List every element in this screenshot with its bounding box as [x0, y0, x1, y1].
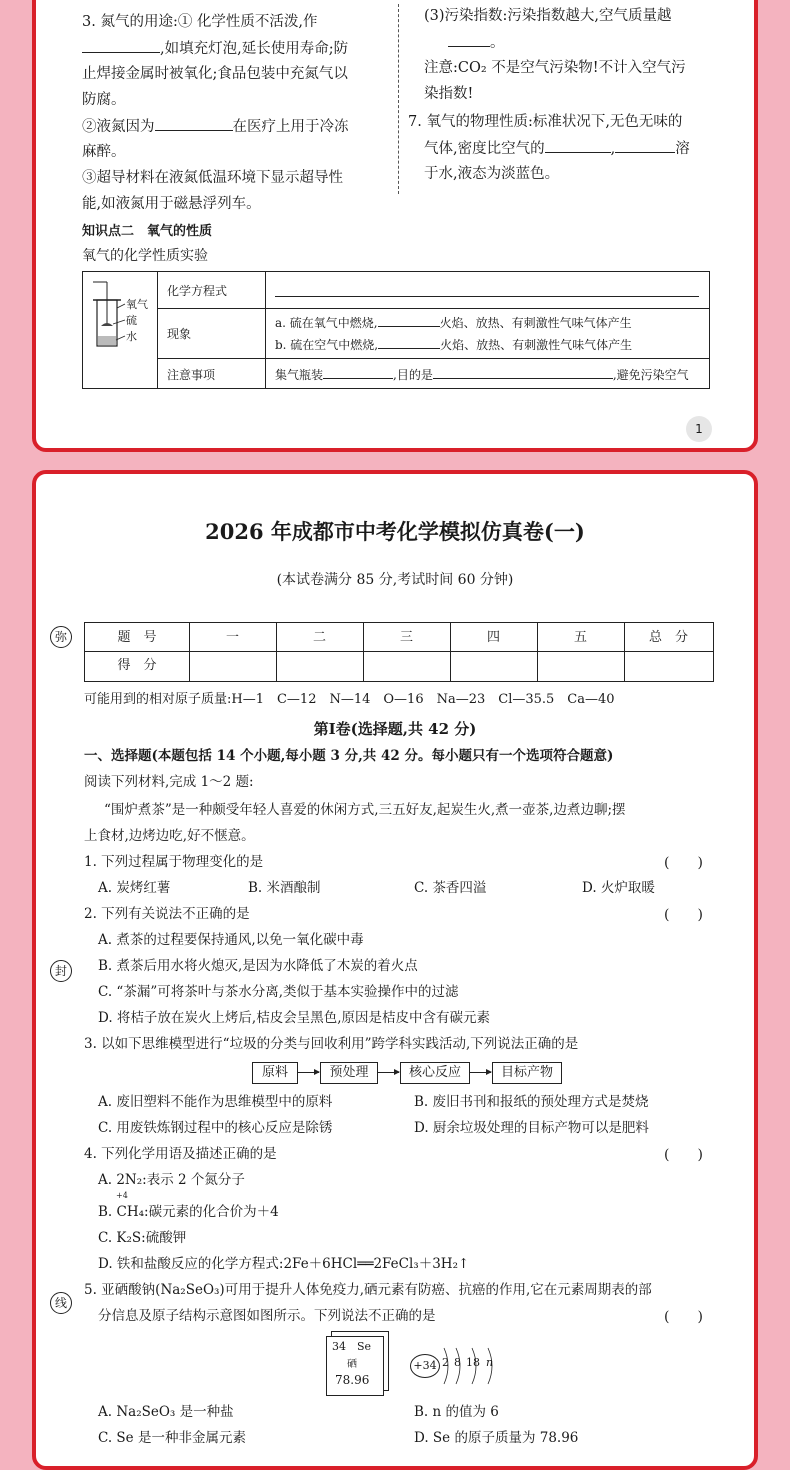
answer-blank[interactable] — [378, 336, 440, 349]
atomic-number: 34 — [332, 1340, 346, 1353]
q5-option-c[interactable]: C. Se 是一种非金属元素 — [98, 1430, 246, 1446]
right-line-4: 染指数! — [424, 86, 474, 102]
row-phenomenon-label: 现象 — [167, 327, 192, 341]
answer-blank[interactable] — [378, 314, 440, 327]
q5-stem-line-1: 5. 亚硒酸钠(Na₂SeO₃)可用于提升人体免疫力,硒元素有防癌、抗癌的作用,它在元素周期表的部 — [84, 1282, 652, 1298]
q3-line-1: 3. 氮气的用途:① 化学性质不活泼,作 — [82, 14, 318, 30]
q3-line-2: ,如填充灯泡,延长使用寿命;防 — [82, 38, 348, 59]
experiment-title: 氧气的化学性质实验 — [82, 248, 208, 264]
q1-option-c[interactable]: C. 茶香四溢 — [414, 880, 487, 896]
q3-line-6: 麻醉。 — [82, 144, 126, 160]
score-header-3: 三 — [399, 630, 413, 645]
reading-intro: 阅读下列材料,完成 1～2 题: — [84, 774, 254, 790]
shell-2: 8 — [454, 1356, 461, 1369]
score-header-4: 四 — [486, 630, 500, 645]
valence-superscript: +4 — [116, 1191, 128, 1200]
element-symbol: Se — [357, 1340, 372, 1353]
q3-option-d[interactable]: D. 厨余垃圾处理的目标产物可以是肥料 — [414, 1120, 649, 1136]
q2-option-d[interactable]: D. 将桔子放在炭火上烤后,桔皮会呈黑色,原因是桔皮中含有碳元素 — [98, 1010, 491, 1026]
answer-paren[interactable]: ( ) — [664, 855, 703, 871]
phenomenon-b: b. 硫在空气中燃烧, 火焰、放热、有刺激性气味气体产生 — [275, 338, 633, 352]
arrow-icon — [297, 1072, 319, 1073]
q3-line-3: 止焊接金属时被氧化;食品包装中充氮气以 — [82, 66, 348, 82]
score-header-2: 二 — [312, 630, 326, 645]
q4-option-a[interactable]: A. 2N₂:表示 2 个氮分子 — [98, 1172, 245, 1188]
q5-option-a[interactable]: A. Na₂SeO₃ 是一种盐 — [98, 1404, 234, 1420]
answer-blank[interactable] — [433, 366, 613, 379]
answer-blank[interactable] — [448, 32, 490, 47]
row-notes-label: 注意事项 — [167, 368, 216, 382]
answer-paren[interactable]: ( ) — [664, 907, 703, 923]
arrow-icon — [377, 1072, 399, 1073]
phenomenon-a: a. 硫在氧气中燃烧, 火焰、放热、有刺激性气味气体产生 — [275, 316, 632, 330]
exam-subtitle: (本试卷满分 85 分,考试时间 60 分钟) — [276, 572, 514, 588]
score-header-label: 题 号 — [117, 630, 157, 645]
q4-option-d[interactable]: D. 铁和盐酸反应的化学方程式:2Fe＋6HCl══2FeCl₃＋3H₂↑ — [98, 1256, 470, 1272]
right-line-6: 气体,密度比空气的 , 溶 — [424, 138, 690, 159]
shell-1: 2 — [442, 1356, 449, 1369]
q5-option-d[interactable]: D. Se 的原子质量为 78.96 — [414, 1430, 579, 1446]
score-row-label: 得 分 — [117, 658, 157, 673]
q5-stem-line-2: 分信息及原子结构示意图如图所示。下列说法不正确的是 — [98, 1308, 436, 1324]
exam-title: 2026 年成都市中考化学模拟仿真卷(一) — [205, 519, 585, 544]
flow-step-core-reaction: 核心反应 — [400, 1062, 470, 1084]
binding-mark: 封 — [50, 960, 72, 982]
right-line-1: (3)污染指数:污染指数越大,空气质量越 — [424, 8, 672, 24]
q1-option-a[interactable]: A. 炭烤红薯 — [98, 880, 171, 896]
passage-line-2: 上食材,边烤边吃,好不惬意。 — [84, 828, 255, 844]
exam-paper — [32, 470, 758, 1470]
label-oxygen: 氧气 — [126, 298, 148, 311]
q3-option-b[interactable]: B. 废旧书刊和报纸的预处理方式是焚烧 — [414, 1094, 649, 1110]
arrow-icon — [469, 1072, 491, 1073]
answer-paren[interactable]: ( ) — [664, 1147, 703, 1163]
answer-blank[interactable] — [615, 138, 675, 153]
label-water: 水 — [126, 330, 137, 343]
answer-blank[interactable] — [82, 38, 160, 53]
q5-option-b[interactable]: B. n 的值为 6 — [414, 1404, 499, 1420]
q2-option-c[interactable]: C. “茶漏”可将茶叶与茶水分离,类似于基本实验操作中的过滤 — [98, 984, 459, 1000]
gas-jar-apparatus-icon — [83, 272, 157, 388]
atomic-masses: 可能用到的相对原子质量:H—1 C—12 N—14 O—16 Na—23 Cl—35.5 Ca—40 — [84, 692, 615, 707]
passage-line-1: “围炉煮茶”是一种颇受年轻人喜爱的休闲方式,三五好友,起炭生火,煮一壶茶,边煮边聊;摆 — [104, 802, 626, 818]
binding-mark: 线 — [50, 1292, 72, 1314]
right-line-7: 于水,液态为淡蓝色。 — [424, 166, 560, 182]
flow-step-target-product: 目标产物 — [492, 1062, 562, 1084]
page-number: 1 — [686, 416, 712, 442]
score-header-1: 一 — [225, 630, 239, 645]
answer-blank[interactable] — [155, 116, 233, 131]
q2-option-b[interactable]: B. 煮茶后用水将火熄灭,是因为水降低了木炭的着火点 — [98, 958, 418, 974]
notes-text: 集气瓶装 ,目的是 ,避免污染空气 — [275, 368, 689, 382]
score-header-total: 总 分 — [648, 630, 688, 645]
flow-step-raw-material: 原料 — [252, 1062, 298, 1084]
q4-option-b[interactable]: B. CH₄:碳元素的化合价为＋4 — [98, 1204, 279, 1220]
atomic-mass: 78.96 — [335, 1373, 370, 1387]
q3-stem: 3. 以如下思维模型进行“垃圾的分类与回收利用”跨学科实践活动,下列说法正确的是 — [84, 1036, 579, 1052]
q3-line-5: ②液氮因为 在医疗上用于冷冻 — [82, 116, 349, 137]
q2-stem: 2. 下列有关说法不正确的是 — [84, 906, 250, 922]
q2-option-a[interactable]: A. 煮茶的过程要保持通风,以免一氧化碳中毒 — [98, 932, 364, 948]
q4-stem: 4. 下列化学用语及描述正确的是 — [84, 1146, 277, 1162]
right-line-3: 注意:CO₂ 不是空气污染物!不计入空气污 — [424, 60, 686, 76]
answer-blank[interactable] — [545, 138, 611, 153]
experiment-table — [82, 271, 710, 389]
nucleus: +34 — [410, 1354, 440, 1378]
answer-paren[interactable]: ( ) — [664, 1309, 703, 1325]
q3-line-4: 防腐。 — [82, 92, 126, 108]
equation-blank[interactable] — [275, 296, 699, 297]
row-equation-label: 化学方程式 — [167, 284, 228, 298]
flow-step-pretreatment: 预处理 — [320, 1062, 378, 1084]
q4-option-c[interactable]: C. K₂S:硫酸钾 — [98, 1230, 187, 1246]
score-table — [84, 622, 714, 682]
q1-option-d[interactable]: D. 火炉取暖 — [582, 880, 655, 896]
section-title: 知识点二 氧气的性质 — [82, 224, 213, 239]
q1-stem: 1. 下列过程属于物理变化的是 — [84, 854, 264, 870]
worksheet-page-1 — [32, 0, 758, 452]
shell-3: 18 — [466, 1356, 480, 1369]
element-name: 硒 — [347, 1359, 357, 1370]
element-tile — [326, 1336, 384, 1396]
q3-line-8: 能,如液氮用于磁悬浮列车。 — [82, 196, 261, 212]
q3-option-c[interactable]: C. 用废铁炼钢过程中的核心反应是除锈 — [98, 1120, 333, 1136]
part-title: 第Ⅰ卷(选择题,共 42 分) — [313, 720, 477, 738]
label-sulfur: 硫 — [126, 314, 137, 327]
right-line-2: 。 — [448, 32, 505, 53]
q1-option-b[interactable]: B. 米酒酿制 — [248, 880, 321, 896]
answer-blank[interactable] — [323, 366, 393, 379]
q3-line-7: ③超导材料在液氮低温环境下显示超导性 — [82, 170, 343, 186]
score-header-5: 五 — [573, 630, 587, 645]
right-line-5: 7. 氧气的物理性质:标准状况下,无色无味的 — [408, 114, 683, 130]
binding-mark: 弥 — [50, 626, 72, 648]
shell-4: n — [486, 1356, 494, 1369]
column-divider — [398, 4, 399, 194]
q3-option-a[interactable]: A. 废旧塑料不能作为思维模型中的原料 — [98, 1094, 333, 1110]
section-heading: 一、选择题(本题包括 14 个小题,每小题 3 分,共 42 分。每小题只有一个选项符合题意) — [84, 748, 614, 764]
